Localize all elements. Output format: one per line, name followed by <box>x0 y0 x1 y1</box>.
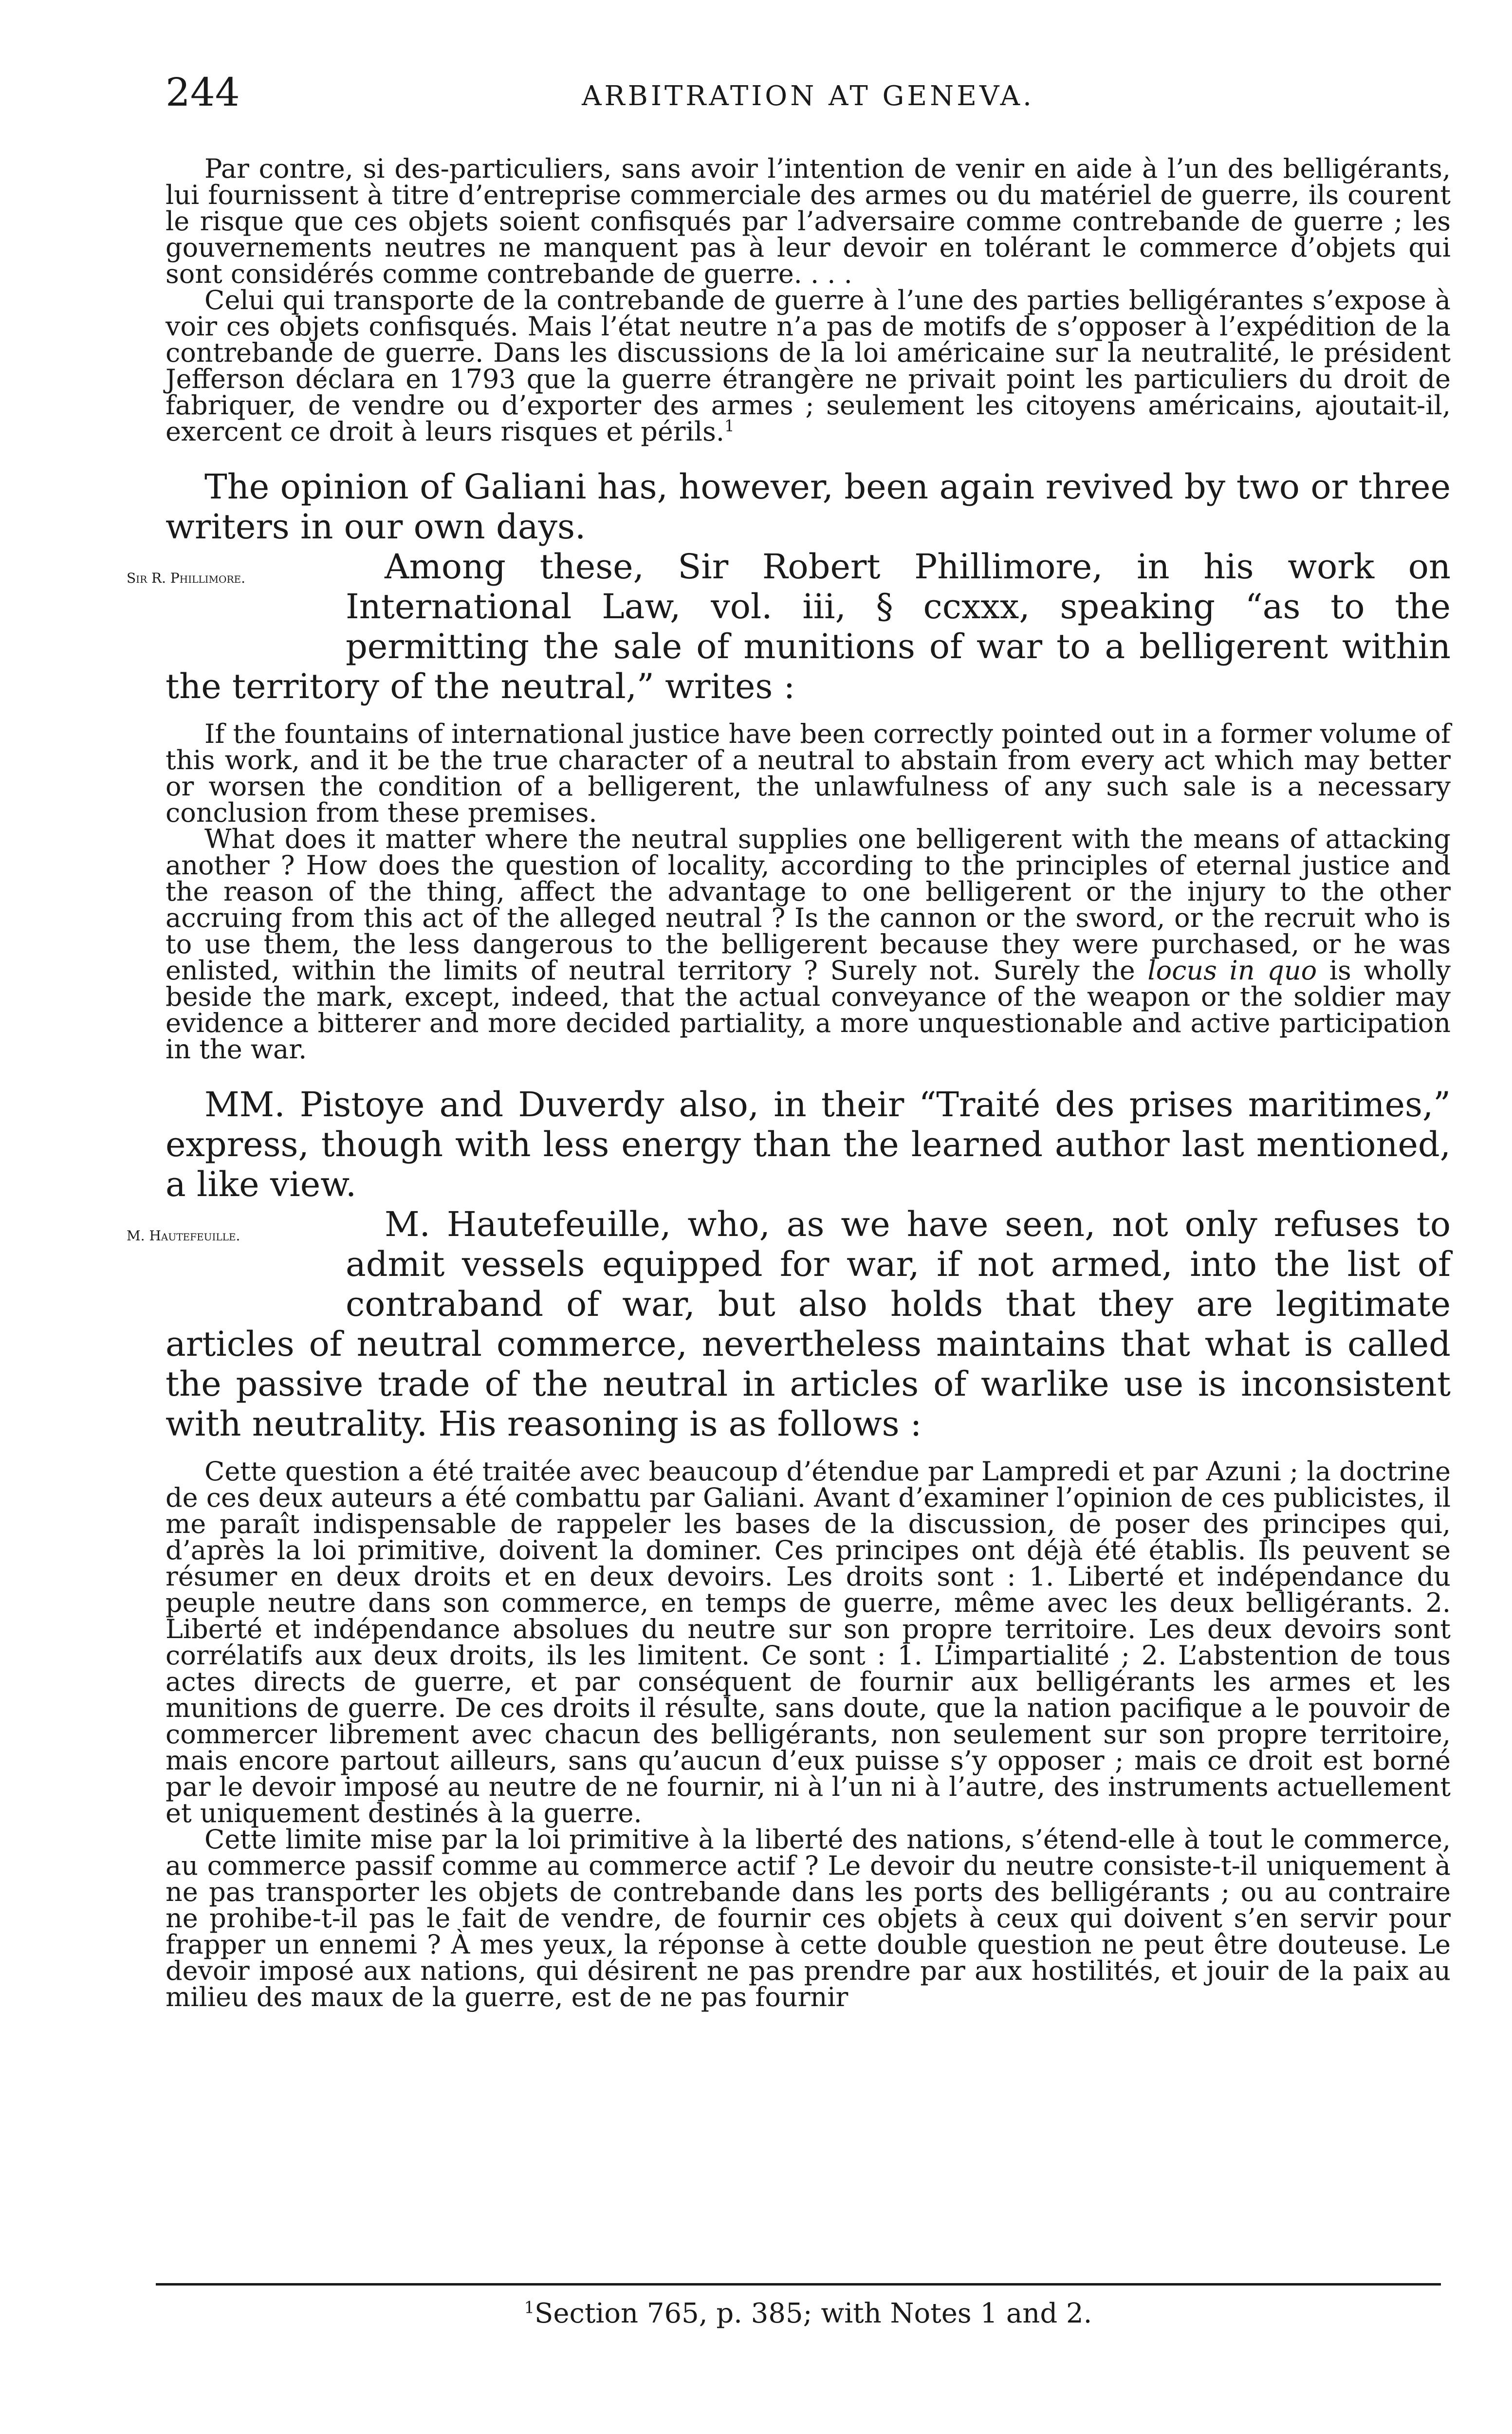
page-header <box>166 68 1451 122</box>
page-number: 244 <box>166 70 240 115</box>
french-quote-paragraph <box>166 1458 1451 1826</box>
body-paragraph <box>166 467 1451 547</box>
footnote-reference: 1 <box>724 417 735 435</box>
paragraph-text: MM. Pistoye and Duverdy also, in their “Traité des prises maritimes,” express, though with less energy than the learned author last mentioned, a like view. <box>166 1085 1451 1204</box>
paragraph-text: Cette question a été traitée avec beaucoup d’étendue par Lampredi et par Azuni ; la doctrine de ces deux auteurs a été combattu par Galiani. Avant d’examiner l’opinion de ces publicistes, il me paraît indispensable de rappeler les bases de la discussion, de poser des principes qui, d’après la loi primitive, doivent la dominer. Ces principes ont déjà été établis. Ils peuvent se résumer en deux droits et en deux devoirs. Les droits sont : 1. Liberté et indépendance du peuple neutre dans son commerce, en temps de guerre, même avec les deux belligérants. 2. Liberté et indépendance absolues du neutre sur son propre territoire. Les deux devoirs sont corrélatifs aux deux droits, ils les limitent. Ce sont : 1. L’impartialité ; 2. L’abstention de tous actes directs de guerre, et par conséquent de fournir aux belligérants les armes et les munitions de guerre. De ces droits il résulte, sans doute, que la nation pacifique a le pouvoir de commercer librement avec chacun des belligérants, non seulement sur son propre territoire, mais encore partout ailleurs, sans qu’aucun d’eux puisse s’y opposer ; mais ce droit est borné par le devoir imposé au neutre de ne fournir, ni à l’un ni à l’autre, des instruments actuellement et uniquement destinés à la guerre. <box>166 1456 1451 1828</box>
footnote <box>166 2297 1451 2331</box>
running-title: ARBITRATION AT GENEVA. <box>582 80 1034 112</box>
paragraph-text: is wholly beside the mark, except, indeed, that the actual conveyance of the weapon or the soldier may evidence a bitterer and more decided partiality, a more unquestionable and active participation in the war. <box>166 955 1451 1065</box>
quote-paragraph <box>166 826 1451 1063</box>
paragraph-text: If the fountains of international justice have been correctly pointed out in a former volume of this work, and it be the true character of a neutral to abstain from every act which may better or worsen the condition of a belligerent, the unlawfulness of any such sale is a necessary conclusion from these premises. <box>166 719 1451 828</box>
body-paragraph <box>127 547 1451 706</box>
paragraph-text: Among these, Sir Robert Phillimore, in his work on International Law, vol. iii, § ccxxx, speaking “as to the permitting the sale of munitions of war to a belligerent within the territory of the neutral,” writes : <box>166 547 1451 706</box>
footnote-mark: 1 <box>524 2298 535 2317</box>
french-quote-paragraph <box>166 287 1451 445</box>
paragraph-text: What does it matter where the neutral supplies one belligerent with the means of attacking another ? How does the question of locality, according to the principles of eternal justice and the reason of the thing, affect the advantage to one belligerent or the injury to the other accruing from this act of the alleged neutral ? Is the cannon or the sword, or the recruit who is to use them, the less dangerous to the belligerent because they were purchased, or he was enlisted, within the limits of neutral territory ? Surely not. Surely the <box>166 824 1451 986</box>
paragraph-text: Par contre, si des-particuliers, sans avoir l’intention de venir en aide à l’un des belligérants, lui fournissent à titre d’entreprise commerciale des armes ou du matériel de guerre, ils courent le risque que ces objets soient confisqués par l’adversaire comme contrebande de guerre ; les gouvernements neutres ne manquent pas à leur devoir en tolérant le commerce d’objets qui sont considérés comme contrebande de guerre. . . . <box>166 153 1451 289</box>
footnote-text: Section 765, p. 385; with Notes 1 and 2. <box>534 2298 1092 2329</box>
margin-note: M. Hautefeuille. <box>127 1228 240 1244</box>
footnote-rule <box>156 2283 1441 2286</box>
french-quote-paragraph <box>166 153 1451 289</box>
margin-note: Sir R. Phillimore. <box>127 570 246 586</box>
body-paragraph <box>166 1085 1451 1204</box>
paragraph-text: M. Hautefeuille, who, as we have seen, not only refuses to admit vessels equipped for war, if not armed, into the list of contraband of war, but also holds that they are legitimate articles of neutral commerce, nevertheless maintains that what is called the passive trade of the neutral in articles of warlike use is inconsistent with neutrality. His reasoning is as follows : <box>166 1204 1451 1444</box>
body-text <box>127 153 1451 2012</box>
paragraph-text: Cette limite mise par la loi primitive à la liberté des nations, s’étend-elle à tout le commerce, au commerce passif comme au commerce actif ? Le devoir du neutre consiste-t-il uniquement à ne pas transporter les objets de contrebande dans les ports des belligérants ; ou au contraire ne prohibe-t-il pas le fait de vendre, de fournir ces objets à ceux qui doivent s’en servir pour frapper un ennemi ? À mes yeux, la réponse à cette double question ne peut être douteuse. Le devoir imposé aux nations, qui désirent ne pas prendre par aux hostilités, et jouir de la paix au milieu des maux de la guerre, est de ne pas fournir <box>166 1824 1451 2012</box>
paragraph-text: The opinion of Galiani has, however, been again revived by two or three writers in our own days. <box>166 467 1451 547</box>
quote-paragraph <box>166 721 1451 826</box>
body-paragraph <box>127 1204 1451 1444</box>
french-quote-paragraph <box>166 1826 1451 2010</box>
paragraph-text: Celui qui transporte de la contrebande de guerre à l’une des parties belligérantes s’expose à voir ces objets confisqués. Mais l’état neutre n’a pas de motifs de s’opposer à l’expédition de la contrebande de guerre. Dans les discussions de la loi américaine sur la neutralité, le président Jefferson déclara en 1793 que la guerre étrangère ne privait point les particuliers du droit de fabriquer, de vendre ou d’exporter des armes ; seulement les citoyens américains, ajoutait-il, exercent ce droit à leurs risques et périls. <box>166 285 1451 447</box>
italic-phrase: locus in quo <box>1147 955 1317 986</box>
